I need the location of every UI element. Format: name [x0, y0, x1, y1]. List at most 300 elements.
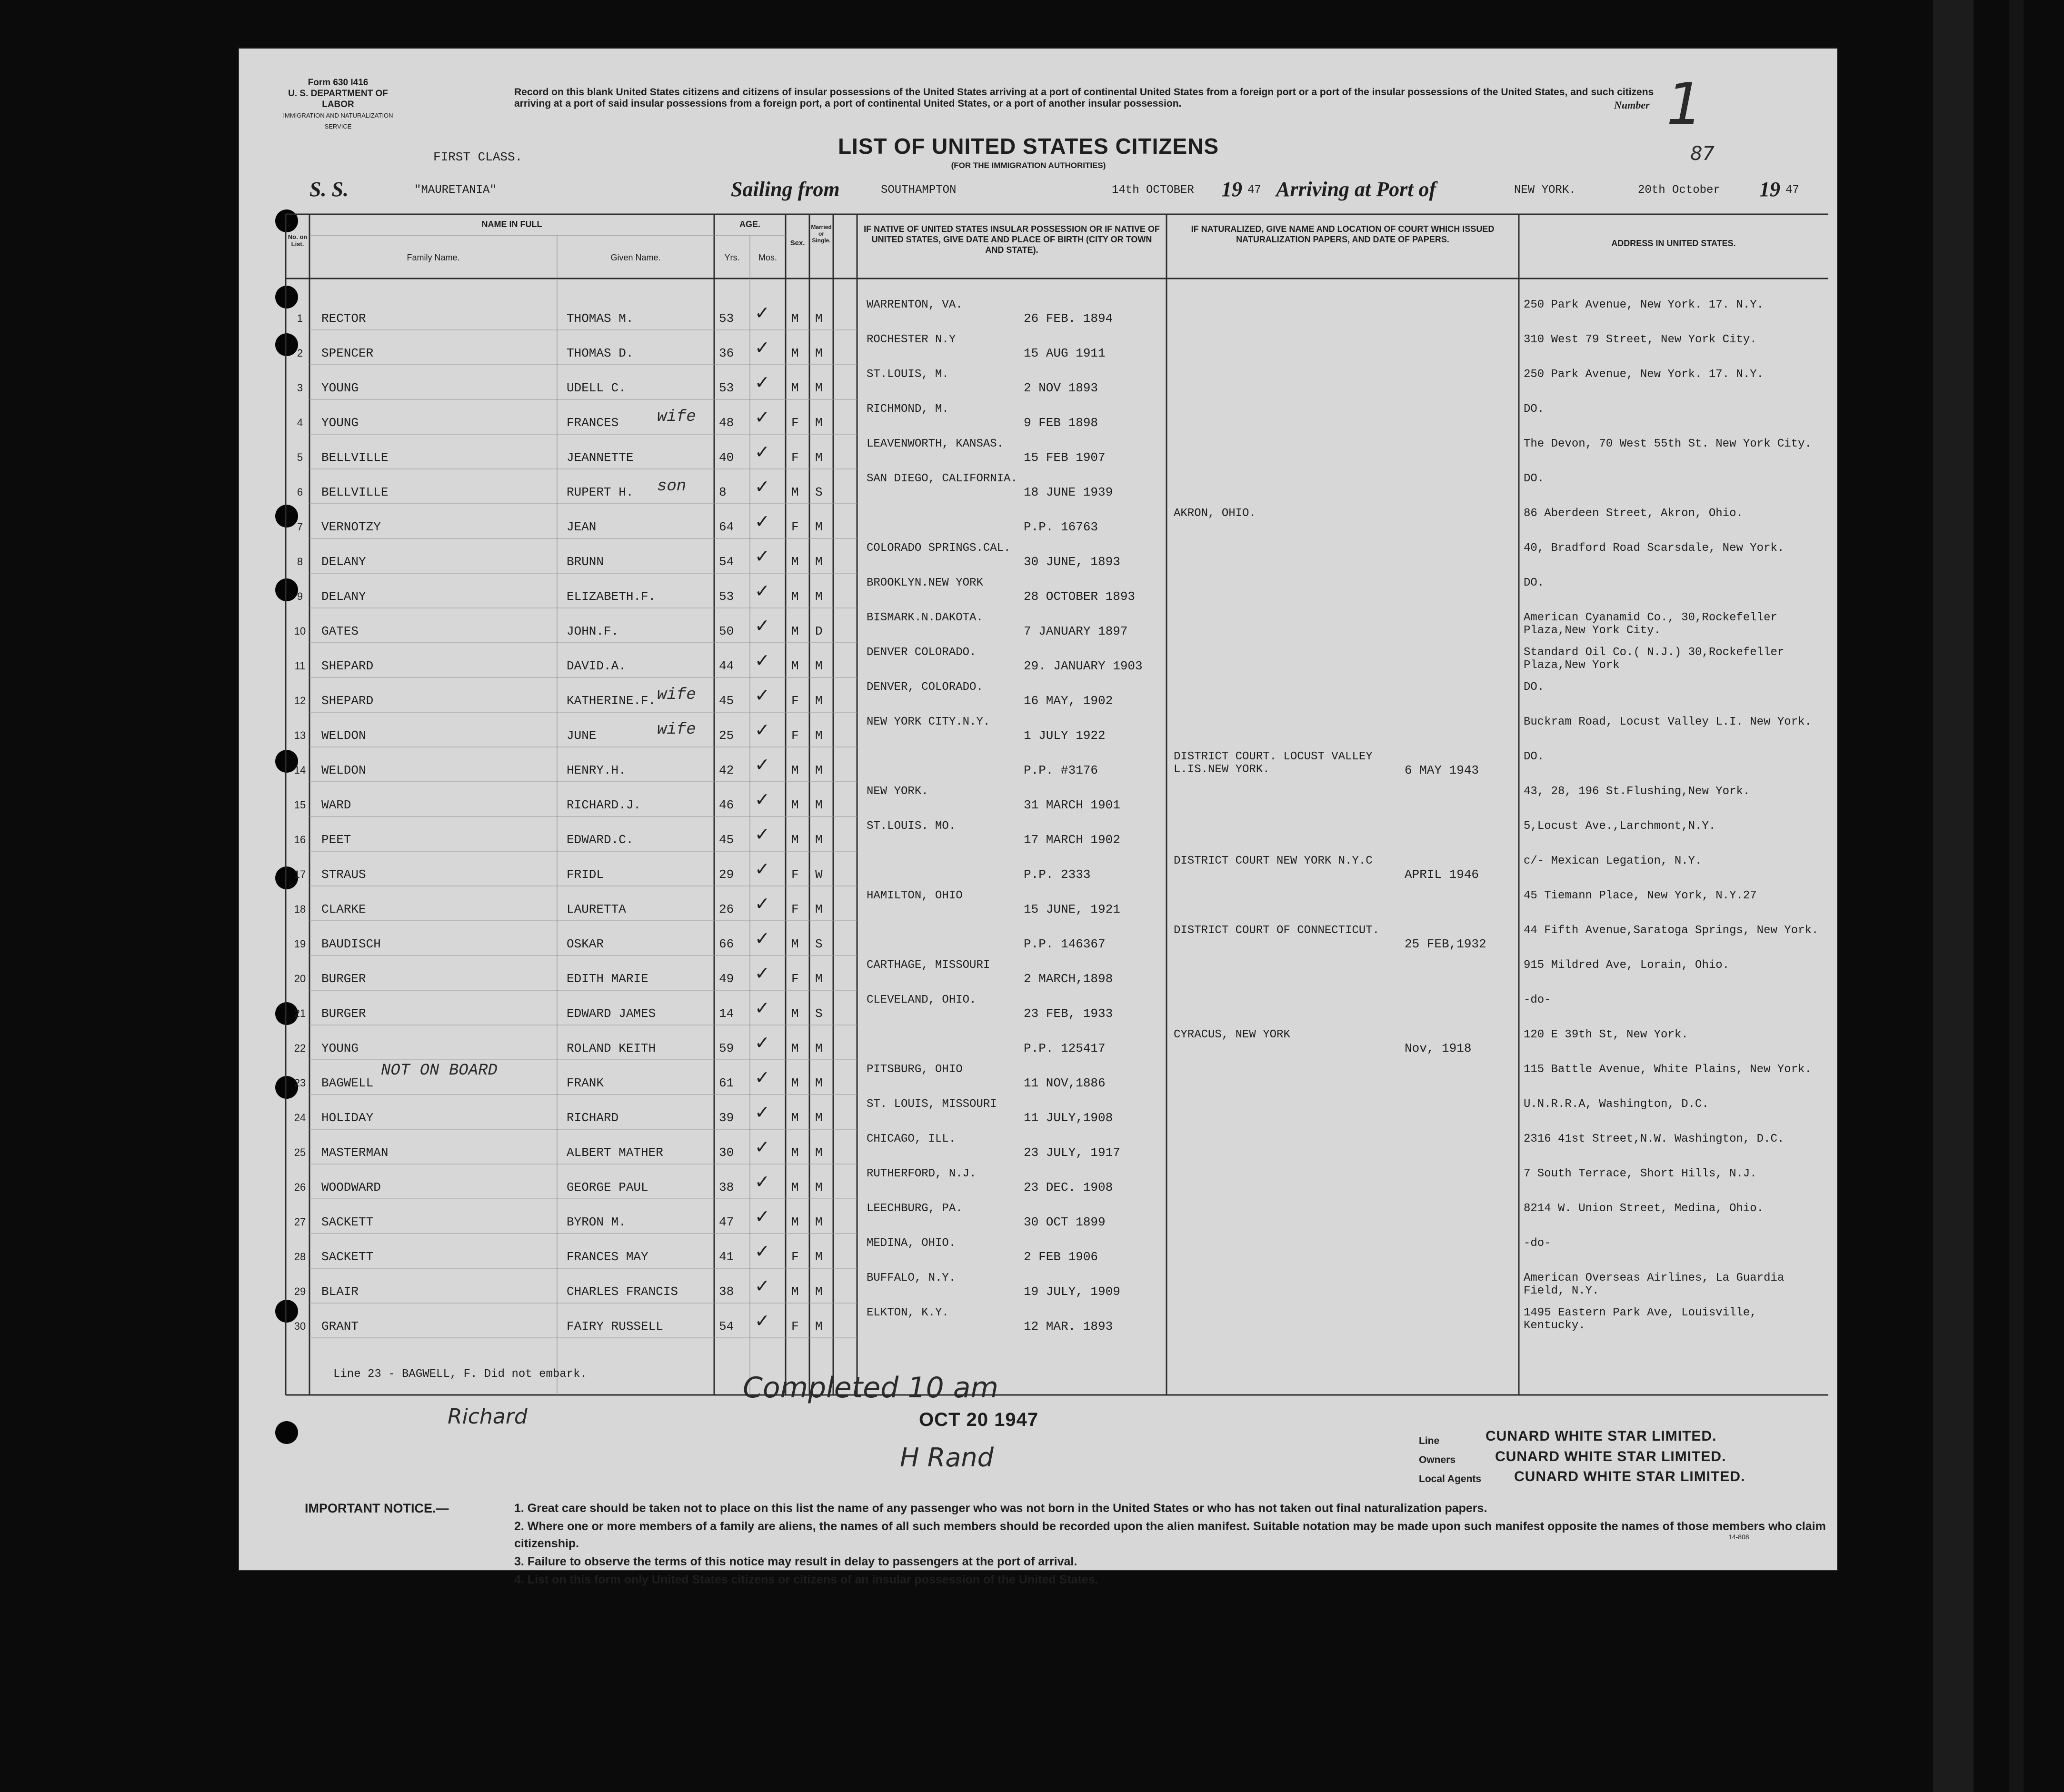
sex: M [791, 624, 799, 638]
header-married: Married or Single. [811, 224, 832, 244]
page-subtitle: (FOR THE IMMIGRATION AUTHORITIES) [951, 161, 1106, 170]
row-number: 1 [297, 312, 303, 324]
family-name: DELANY [321, 555, 366, 569]
check-mark: ✓ [755, 789, 770, 810]
number-label: Number [1614, 99, 1650, 111]
sex: M [791, 1284, 799, 1299]
birth-date: 26 FEB. 1894 [1024, 311, 1113, 326]
sex: F [791, 972, 799, 986]
row-number: 20 [294, 973, 306, 985]
age-years: 49 [719, 972, 734, 986]
sex: M [791, 1076, 799, 1090]
year-prefix: 19 [1221, 178, 1242, 201]
address: DO. [1524, 472, 1545, 485]
header-address: ADDRESS IN UNITED STATES. [1611, 239, 1736, 248]
signature: Richard [448, 1404, 528, 1429]
sex: F [791, 450, 799, 465]
line-stamp: CUNARD WHITE STAR LIMITED. [1486, 1428, 1717, 1444]
list-number: 1 [1666, 71, 1703, 138]
marital-status: M [815, 833, 823, 847]
arrival-year: 47 [1785, 184, 1799, 197]
marital-status: M [815, 416, 823, 430]
marital-status: M [815, 1111, 823, 1125]
department-name: U. S. DEPARTMENT OF LABOR [288, 89, 388, 110]
family-name: YOUNG [321, 416, 359, 430]
birth-place: DENVER, COLORADO. [867, 681, 983, 694]
page-title: LIST OF UNITED STATES CITIZENS [838, 134, 1219, 159]
row-number: 29 [294, 1285, 306, 1297]
birth-place: NEW YORK CITY.N.Y. [867, 716, 990, 728]
sex: M [791, 833, 799, 847]
given-name: FRANCES [567, 416, 619, 430]
birth-date: 11 JULY,1908 [1024, 1111, 1113, 1125]
age-years: 53 [719, 311, 734, 326]
age-years: 30 [719, 1145, 734, 1160]
address: The Devon, 70 West 55th St. New York City. [1524, 438, 1812, 450]
address: DO. [1524, 577, 1545, 589]
age-years: 38 [719, 1180, 734, 1195]
birth-place: CLEVELAND, OHIO. [867, 994, 977, 1006]
birth-place: COLORADO SPRINGS.CAL. [867, 542, 1011, 555]
birth-date: 28 OCTOBER 1893 [1024, 589, 1136, 604]
check-mark: ✓ [755, 685, 770, 706]
address: 5,Locust Ave.,Larchmont,N.Y. [1524, 820, 1716, 833]
birth-date: 30 OCT 1899 [1024, 1215, 1106, 1229]
birth-place: BISMARK.N.DAKOTA. [867, 611, 983, 624]
naturalization-date: 6 MAY 1943 [1405, 763, 1479, 777]
age-years: 25 [719, 728, 734, 743]
marital-status: M [815, 555, 823, 569]
birth-date: 31 MARCH 1901 [1024, 798, 1120, 812]
address: -do- [1524, 1237, 1551, 1250]
header-age: AGE. [739, 219, 760, 229]
sex: F [791, 1250, 799, 1264]
row-number: 28 [294, 1251, 306, 1263]
given-name: EDWARD.C. [567, 833, 634, 847]
family-name: WELDON [321, 728, 366, 743]
notice-item-2: 2. Where one or more members of a family are aliens, the names of all such members should be recorded upon the alien manifest. Suitable notation may be made upon such manifest opposite the names of those members who claim citizenship. [514, 1520, 1826, 1550]
family-name: YOUNG [321, 381, 359, 395]
address: U.N.R.R.A, Washington, D.C. [1524, 1098, 1709, 1111]
address: American Cyanamid Co., 30,Rockefeller Plaza,New York City. [1524, 611, 1777, 637]
notice-item-4: 4. List on this form only United States citizens or citizens of an insular possession of the United States. [514, 1573, 1098, 1586]
check-mark: ✓ [755, 997, 770, 1018]
sex: F [791, 1319, 799, 1334]
family-name: BLAIR [321, 1284, 359, 1299]
marital-status: M [815, 1215, 823, 1229]
check-mark: ✓ [755, 824, 770, 845]
given-name: UDELL C. [567, 381, 626, 395]
row-number: 19 [294, 938, 306, 950]
received-stamp: OCT 20 1947 [919, 1409, 1039, 1430]
sex: F [791, 728, 799, 743]
family-name: BELLVILLE [321, 450, 389, 465]
address: DO. [1524, 681, 1545, 694]
given-name: EDWARD JAMES [567, 1006, 656, 1021]
check-mark: ✓ [755, 1032, 770, 1053]
birth-date: 11 NOV,1886 [1024, 1076, 1106, 1090]
given-name: ROLAND KEITH [567, 1041, 656, 1055]
address: American Overseas Airlines, La Guardia Field, N.Y. [1524, 1272, 1785, 1297]
row-number: 9 [297, 590, 303, 602]
row-number: 5 [297, 451, 303, 463]
address: 310 West 79 Street, New York City. [1524, 333, 1757, 346]
arrival-date: 20th October [1638, 184, 1720, 197]
birth-date: 9 FEB 1898 [1024, 416, 1098, 430]
family-name: GRANT [321, 1319, 359, 1334]
scanner-edge-strip [1933, 0, 1974, 1792]
row-number: 16 [294, 834, 306, 846]
given-name: RICHARD [567, 1111, 619, 1125]
naturalization-date: Nov, 1918 [1405, 1041, 1472, 1055]
birth-date: 23 DEC. 1908 [1024, 1180, 1113, 1195]
family-name: YOUNG [321, 1041, 359, 1055]
sex: M [791, 763, 799, 777]
naturalization-date: 25 FEB,1932 [1405, 937, 1486, 951]
family-name: SACKETT [321, 1215, 374, 1229]
marital-status: S [815, 1006, 823, 1021]
birth-place: RICHMOND, M. [867, 403, 949, 416]
address: c/- Mexican Legation, N.Y. [1524, 855, 1702, 867]
address: 1495 Eastern Park Ave, Louisville, Kentucky. [1524, 1306, 1757, 1332]
year-prefix-2: 19 [1759, 178, 1780, 201]
given-name: BYRON M. [567, 1215, 626, 1229]
family-name: DELANY [321, 589, 366, 604]
birth-place: ELKTON, K.Y. [867, 1306, 949, 1319]
address: 250 Park Avenue, New York. 17. N.Y. [1524, 299, 1764, 311]
marital-status: S [815, 937, 823, 951]
address: 43, 28, 196 St.Flushing,New York. [1524, 785, 1750, 798]
check-mark: ✓ [755, 650, 770, 671]
row-number: 12 [294, 695, 306, 707]
address: 915 Mildred Ave, Lorain, Ohio. [1524, 959, 1730, 972]
birth-date: 23 JULY, 1917 [1024, 1145, 1120, 1160]
sex: F [791, 520, 799, 534]
given-name: GEORGE PAUL [567, 1180, 648, 1195]
footer-note: Line 23 - BAGWELL, F. Did not embark. [333, 1368, 587, 1381]
age-years: 42 [719, 763, 734, 777]
given-name: EDITH MARIE [567, 972, 648, 986]
departure-date: 14th OCTOBER [1112, 184, 1194, 197]
address: DO. [1524, 403, 1545, 416]
birth-place: BROOKLYN.NEW YORK [867, 577, 983, 589]
birth-date: P.P. 125417 [1024, 1041, 1106, 1055]
departure-year: 47 [1247, 184, 1261, 197]
age-years: 36 [719, 346, 734, 360]
family-name: BURGER [321, 1006, 366, 1021]
birth-date: P.P. 2333 [1024, 867, 1091, 882]
birth-date: 1 JULY 1922 [1024, 728, 1106, 743]
naturalization-date: APRIL 1946 [1405, 867, 1479, 882]
birth-date: 29. JANUARY 1903 [1024, 659, 1143, 673]
check-mark: ✓ [755, 1171, 770, 1192]
marital-status: M [815, 589, 823, 604]
given-name: ELIZABETH.F. [567, 589, 656, 604]
given-name: OSKAR [567, 937, 604, 951]
given-name: ALBERT MATHER [567, 1145, 663, 1160]
family-name: SACKETT [321, 1250, 374, 1264]
check-mark: ✓ [755, 441, 770, 462]
ss-label: S. S. [309, 178, 349, 201]
address: 86 Aberdeen Street, Akron, Ohio. [1524, 507, 1743, 520]
check-mark: ✓ [755, 893, 770, 914]
address: 120 E 39th St, New York. [1524, 1028, 1688, 1041]
header-birth: IF NATIVE OF UNITED STATES INSULAR POSSESSION OR IF NATIVE OF UNITED STATES, GIVE DATE AND PLACE OF BIRTH (CITY OR TOWN AND STATE). [864, 224, 1160, 255]
sailing-label: Sailing from [731, 178, 840, 201]
age-years: 26 [719, 902, 734, 916]
age-years: 29 [719, 867, 734, 882]
given-name: FAIRY RUSSELL [567, 1319, 663, 1334]
sex: M [791, 346, 799, 360]
marital-status: M [815, 311, 823, 326]
header-years: Yrs. [724, 253, 740, 262]
birth-date: 16 MAY, 1902 [1024, 694, 1113, 708]
address: 45 Tiemann Place, New York, N.Y.27 [1524, 889, 1757, 902]
age-years: 38 [719, 1284, 734, 1299]
family-name: HOLIDAY [321, 1111, 374, 1125]
birth-date: 2 FEB 1906 [1024, 1250, 1098, 1264]
arrival-port: NEW YORK. [1514, 184, 1576, 197]
address: 2316 41st Street,N.W. Washington, D.C. [1524, 1133, 1785, 1145]
birth-place: CARTHAGE, MISSOURI [867, 959, 990, 972]
header-no: No. on List. [288, 233, 308, 248]
family-name: WARD [321, 798, 351, 812]
row-number: 6 [297, 486, 303, 498]
naturalization-court: DISTRICT COURT. LOCUST VALLEY L.IS.NEW YORK. [1174, 750, 1373, 776]
birth-place: LEECHBURG, PA. [867, 1202, 963, 1215]
age-years: 59 [719, 1041, 734, 1055]
age-years: 45 [719, 694, 734, 708]
age-years: 61 [719, 1076, 734, 1090]
birth-date: 15 JUNE, 1921 [1024, 902, 1120, 916]
family-name: RECTOR [321, 311, 366, 326]
row-number: 30 [294, 1320, 306, 1332]
check-mark: ✓ [755, 1241, 770, 1262]
check-mark: ✓ [755, 407, 770, 428]
given-name: CHARLES FRANCIS [567, 1284, 678, 1299]
class-label: FIRST CLASS. [433, 150, 523, 164]
sex: M [791, 311, 799, 326]
marital-status: M [815, 1041, 823, 1055]
age-years: 44 [719, 659, 734, 673]
row-annotation: wife [657, 721, 696, 739]
marital-status: M [815, 763, 823, 777]
check-mark: ✓ [755, 1102, 770, 1123]
marital-status: M [815, 798, 823, 812]
marital-status: M [815, 902, 823, 916]
header-name-in-full: NAME IN FULL [481, 219, 542, 229]
sex: F [791, 867, 799, 882]
birth-date: 17 MARCH 1902 [1024, 833, 1120, 847]
family-name: VERNOTZY [321, 520, 381, 534]
row-annotation: wife [657, 408, 696, 426]
sex: M [791, 798, 799, 812]
birth-place: BUFFALO, N.Y. [867, 1272, 956, 1284]
birth-place: NEW YORK. [867, 785, 928, 798]
marital-status: M [815, 1250, 823, 1264]
sex: F [791, 694, 799, 708]
row-number: 4 [297, 417, 303, 428]
address: Standard Oil Co.( N.J.) 30,Rockefeller Plaza,New York [1524, 646, 1785, 672]
birth-place: DENVER COLORADO. [867, 646, 977, 659]
check-mark: ✓ [755, 1136, 770, 1157]
row-number: 3 [297, 382, 303, 394]
given-name: THOMAS D. [567, 346, 634, 360]
family-name: MASTERMAN [321, 1145, 389, 1160]
given-name: LAURETTA [567, 902, 626, 916]
row-number: 23 [294, 1077, 306, 1089]
row-number: 13 [294, 729, 306, 741]
row-number: 2 [297, 347, 303, 359]
marital-status: M [815, 450, 823, 465]
sex: F [791, 416, 799, 430]
age-years: 50 [719, 624, 734, 638]
birth-date: 30 JUNE, 1893 [1024, 555, 1120, 569]
age-years: 54 [719, 555, 734, 569]
address: 8214 W. Union Street, Medina, Ohio. [1524, 1202, 1764, 1215]
row-annotation: wife [657, 686, 696, 704]
check-mark: ✓ [755, 615, 770, 636]
birth-place: RUTHERFORD, N.J. [867, 1167, 977, 1180]
check-mark: ✓ [755, 511, 770, 532]
age-years: 66 [719, 937, 734, 951]
row-number: 15 [294, 799, 306, 811]
sex: M [791, 381, 799, 395]
row-number: 27 [294, 1216, 306, 1228]
check-mark: ✓ [755, 372, 770, 393]
family-name: SPENCER [321, 346, 374, 360]
family-name: WOODWARD [321, 1180, 381, 1195]
marital-status: M [815, 1180, 823, 1195]
row-number: 17 [294, 868, 306, 880]
family-name: BELLVILLE [321, 485, 389, 499]
birth-place: ST.LOUIS. MO. [867, 820, 956, 833]
inspector-signature: H Rand [900, 1443, 994, 1473]
age-years: 46 [719, 798, 734, 812]
age-years: 48 [719, 416, 734, 430]
family-name: BURGER [321, 972, 366, 986]
address: 115 Battle Avenue, White Plains, New York. [1524, 1063, 1812, 1076]
page-number: 87 [1690, 143, 1715, 165]
birth-date: 2 MARCH,1898 [1024, 972, 1113, 986]
row-number: 11 [294, 660, 306, 672]
row-number: 22 [294, 1042, 306, 1054]
birth-date: 12 MAR. 1893 [1024, 1319, 1113, 1334]
row-number: 10 [294, 625, 306, 637]
marital-status: M [815, 1076, 823, 1090]
age-years: 39 [719, 1111, 734, 1125]
sex: M [791, 937, 799, 951]
birth-place: CHICAGO, ILL. [867, 1133, 956, 1145]
check-mark: ✓ [755, 302, 770, 323]
age-years: 40 [719, 450, 734, 465]
age-years: 14 [719, 1006, 734, 1021]
address: 40, Bradford Road Scarsdale, New York. [1524, 542, 1785, 555]
row-number: 14 [294, 764, 306, 776]
marital-status: M [815, 346, 823, 360]
sex: M [791, 485, 799, 499]
birth-date: 15 FEB 1907 [1024, 450, 1106, 465]
sex: M [791, 659, 799, 673]
age-years: 53 [719, 589, 734, 604]
scanner-edge-strip-2 [2009, 0, 2024, 1792]
check-mark: ✓ [755, 754, 770, 775]
marital-status: D [815, 624, 823, 638]
age-years: 8 [719, 485, 727, 499]
marital-status: M [815, 659, 823, 673]
check-mark: ✓ [755, 476, 770, 497]
row-number: 24 [294, 1112, 306, 1124]
record-instructions: Record on this blank United States citizens and citizens of insular possessions of the United States arriving at a port of continental United States from a foreign port or a port of the insular possessions of the United States, and such citizens arriving at a port of said insular possessions from a foreign port, a port of continental United States, or a port of another insular possession. [514, 87, 1654, 109]
header-months: Mos. [758, 253, 777, 262]
marital-status: M [815, 972, 823, 986]
birth-place: ST.LOUIS, M. [867, 368, 949, 381]
marital-status: M [815, 1319, 823, 1334]
check-mark: ✓ [755, 1275, 770, 1296]
age-years: 41 [719, 1250, 734, 1264]
age-years: 47 [719, 1215, 734, 1229]
agents-label: Local Agents [1419, 1473, 1482, 1484]
address: DO. [1524, 750, 1545, 763]
check-mark: ✓ [755, 858, 770, 879]
age-years: 45 [719, 833, 734, 847]
given-name: DAVID.A. [567, 659, 626, 673]
row-number: 25 [294, 1146, 306, 1158]
age-years: 54 [719, 1319, 734, 1334]
row-number: 21 [294, 1007, 306, 1019]
row-number: 18 [294, 903, 306, 915]
family-name: SHEPARD [321, 694, 374, 708]
address: Buckram Road, Locust Valley L.I. New York. [1524, 716, 1812, 728]
marital-status: M [815, 728, 823, 743]
birth-place: WARRENTON, VA. [867, 299, 963, 311]
birth-place: HAMILTON, OHIO [867, 889, 963, 902]
birth-date: 15 AUG 1911 [1024, 346, 1106, 360]
birth-place: ROCHESTER N.Y [867, 333, 956, 346]
family-name: GATES [321, 624, 359, 638]
birth-date: P.P. 146367 [1024, 937, 1106, 951]
sex: M [791, 1041, 799, 1055]
birth-place: MEDINA, OHIO. [867, 1237, 956, 1250]
given-name: KATHERINE.F. [567, 694, 656, 708]
given-name: JUNE [567, 728, 597, 743]
address: 44 Fifth Avenue,Saratoga Springs, New York. [1524, 924, 1819, 937]
birth-place: PITSBURG, OHIO [867, 1063, 963, 1076]
naturalization-court: DISTRICT COURT NEW YORK N.Y.C [1174, 855, 1373, 867]
family-name: WELDON [321, 763, 366, 777]
given-name: THOMAS M. [567, 311, 634, 326]
row-annotation: NOT ON BOARD [381, 1062, 498, 1080]
service-name: IMMIGRATION AND NATURALIZATION SERVICE [283, 112, 393, 130]
given-name: JEANNETTE [567, 450, 634, 465]
birth-date: 19 JULY, 1909 [1024, 1284, 1120, 1299]
marital-status: S [815, 485, 823, 499]
header-naturalized: IF NATURALIZED, GIVE NAME AND LOCATION OF COURT WHICH ISSUED NATURALIZATION PAPERS, AND DATE OF PAPERS. [1191, 224, 1495, 244]
sex: F [791, 902, 799, 916]
birth-date: 7 JANUARY 1897 [1024, 624, 1128, 638]
birth-date: 2 NOV 1893 [1024, 381, 1098, 395]
departure-port: SOUTHAMPTON [881, 184, 957, 197]
notice-item-3: 3. Failure to observe the terms of this notice may result in delay to passengers at the port of arrival. [514, 1555, 1077, 1568]
owners-label: Owners [1419, 1454, 1456, 1465]
birth-place: LEAVENWORTH, KANSAS. [867, 438, 1004, 450]
given-name: JEAN [567, 520, 597, 534]
check-mark: ✓ [755, 546, 770, 567]
header-given-name: Given Name. [610, 253, 661, 262]
check-mark: ✓ [755, 1310, 770, 1331]
agents-stamp: CUNARD WHITE STAR LIMITED. [1514, 1469, 1745, 1484]
marital-status: M [815, 520, 823, 534]
